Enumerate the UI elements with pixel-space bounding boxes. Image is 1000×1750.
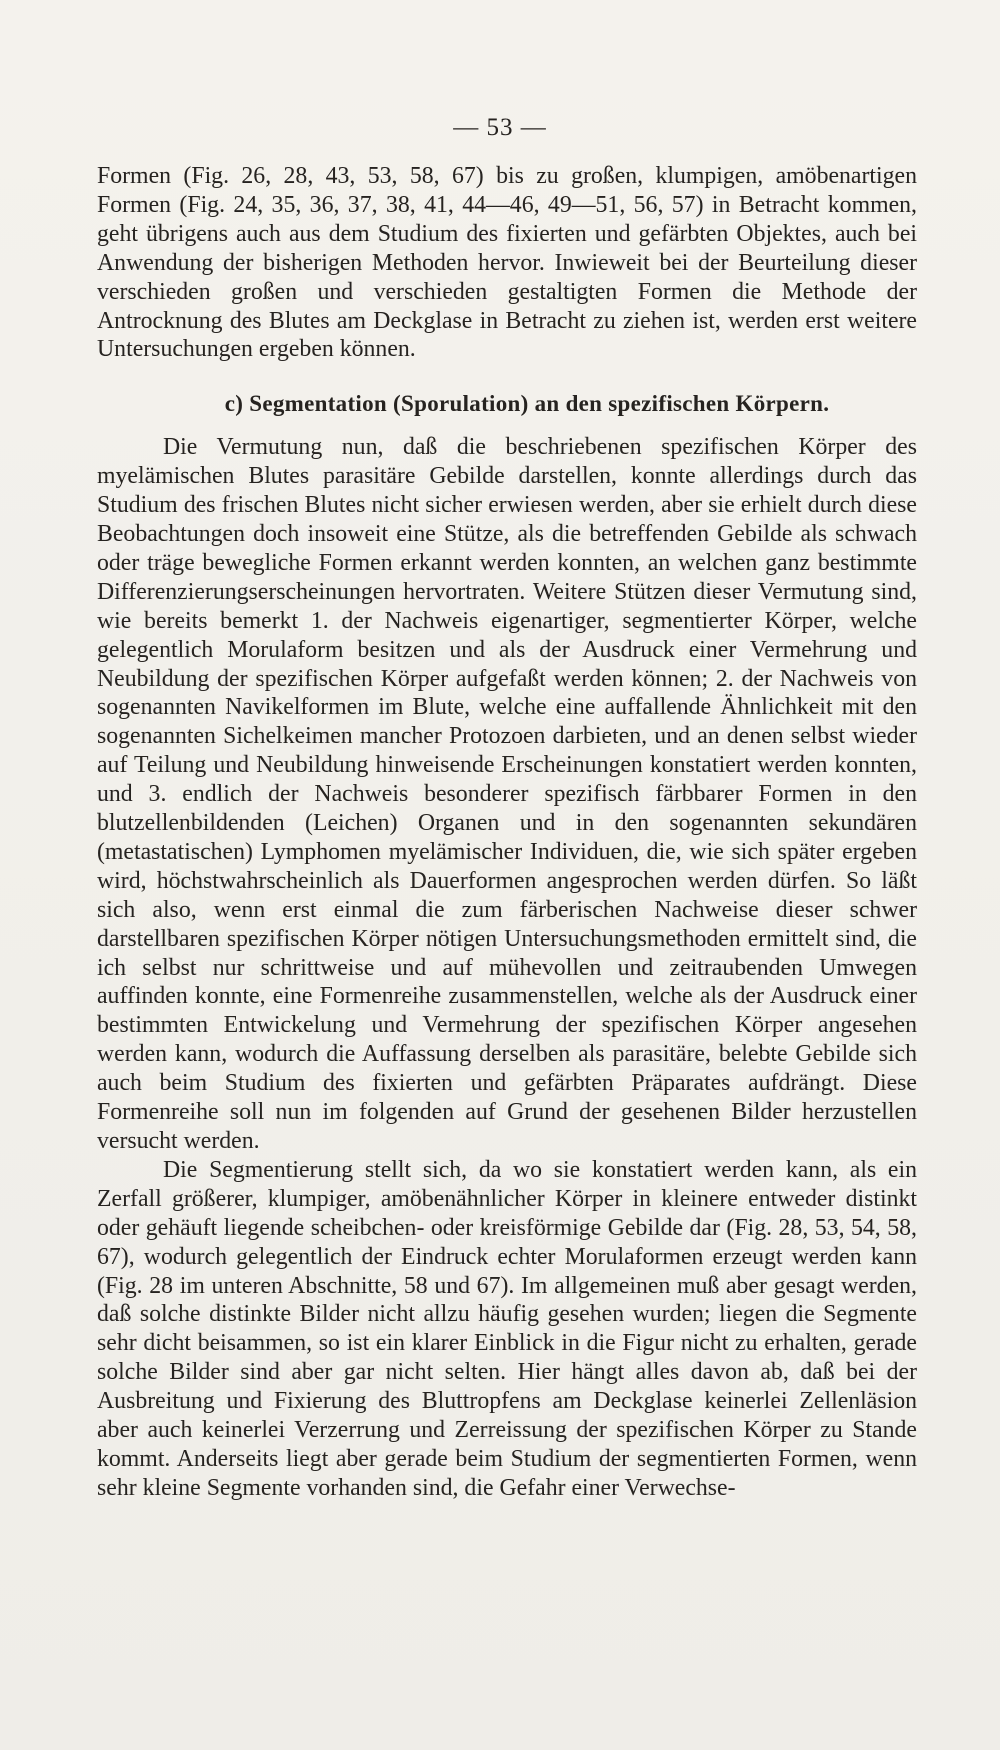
paragraph-continuation: Formen (Fig. 26, 28, 43, 53, 58, 67) bis zu großen, klumpigen, amöbenartigen Formen (Fig. 24, 35, 36, 37, 38, 41, 44—46, 49—51, 56, 57) in Betracht kommen, geht übrigens auch aus dem Studium des fixierten und gefärbten Objektes, auch bei Anwendung der bisherigen Methoden hervor. Inwieweit bei der Beurteilung dieser verschieden großen und verschieden gestaltigten Formen die Methode der Antrocknung des Blutes am Deckglase in Betracht zu ziehen ist, werden erst weitere Untersuchungen ergeben können. <box>97 163 917 363</box>
paragraph-segmentierung: Die Segmentierung stellt sich, da wo sie konstatiert werden kann, als ein Zerfall größerer, klumpiger, amöbenähnlicher Körper in kleinere entweder distinkt oder gehäuft liegende scheibchen- oder kreisförmige Gebilde dar (Fig. 28, 53, 54, 58, 67), wodurch gelegentlich der Eindruck echter Morulaformen erzeugt werden kann (Fig. 28 im unteren Abschnitte, 58 und 67). Im allgemeinen muß aber gesagt werden, daß solche distinkte Bilder nicht allzu häufig gesehen wurden; liegen die Segmente sehr dicht beisammen, so ist ein klarer Einblick in die Figur nicht zu erhalten, gerade solche Bilder sind aber gar nicht selten. Hier hängt alles davon ab, daß bei der Ausbreitung und Fixierung des Bluttropfens am Deckglase keinerlei Zellenläsion aber auch keinerlei Verzerrung und Zerreissung der spezifischen Körper zu Stande kommt. Anderseits liegt aber gerade beim Studium der segmentierten Formen, wenn sehr kleine Segmente vorhanden sind, die Gefahr einer Verwechse- <box>97 1156 917 1501</box>
page-number: — 53 — <box>453 114 547 141</box>
section-heading: c) Segmentation (Sporulation) an den spezifischen Körpern. <box>224 391 830 417</box>
page-body <box>97 162 917 1503</box>
paragraph-vermutung: Die Vermutung nun, daß die beschriebenen spezifischen Körper des myelämischen Blutes parasitäre Gebilde darstellen, konnte allerdings durch das Studium des frischen Blutes nicht sicher erwiesen werden, aber sie erhielt durch diese Beobachtungen doch insoweit eine Stütze, als die betreffenden Gebilde als schwach oder träge bewegliche Formen erkannt werden konnten, an welchen ganz bestimmte Differenzierungserscheinungen hervortraten. Weitere Stützen dieser Vermutung sind, wie bereits bemerkt 1. der Nachweis eigenartiger, segmentierter Körper, welche gelegentlich Morulaform besitzen und als der Ausdruck einer Vermehrung und Neubildung der spezifischen Körper aufgefaßt werden können; 2. der Nachweis von sogenannten Navikelformen im Blute, welche eine auffallende Ähnlichkeit mit den sogenannten Sichelkeimen mancher Protozoen darbieten, und an denen selbst wieder auf Teilung und Neubildung hinweisende Erscheinungen konstatiert werden konnten, und 3. endlich der Nachweis besonderer spezifisch färbbarer Formen in den blutzellenbildenden (Leichen) Organen und in den sogenannten sekundären (metastatischen) Lymphomen myelämischer Individuen, die, wie sich später ergeben wird, höchstwahrscheinlich als Dauerformen angesprochen werden dürfen. So läßt sich also, wenn erst einmal die zum färberischen Nachweise dieser schwer darstellbaren spezifischen Körper nötigen Untersuchungsmethoden ermittelt sind, die ich selbst nur schrittweise und auf mühevollen und zeitraubenden Umwegen auffinden konnte, eine Formenreihe zusammenstellen, welche als der Ausdruck einer bestimmten Entwickelung und Vermehrung der spezifischen Körper angesehen werden kann, wodurch die Auffassung derselben als parasitäre, belebte Gebilde sich auch beim Studium des fixierten und gefärbten Präparates aufdrängt. Diese Formenreihe soll nun im folgenden auf Grund der gesehenen Bilder herzustellen versucht werden. <box>97 434 917 1154</box>
